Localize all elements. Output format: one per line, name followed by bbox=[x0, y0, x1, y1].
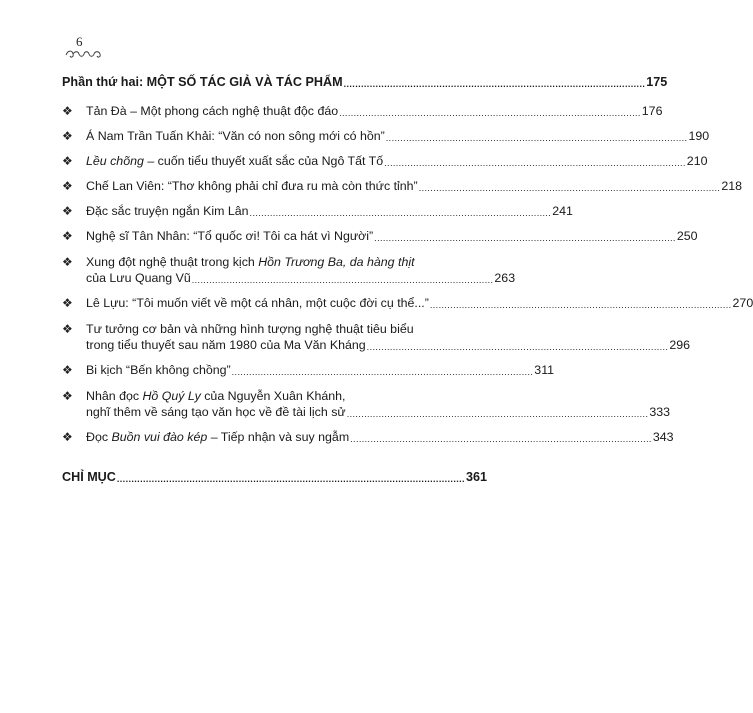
entry-title-line1 bbox=[86, 387, 345, 405]
entry-title-italic: Lều chõng bbox=[86, 154, 144, 168]
entry-title-plain: Xung đột nghệ thuật trong kịch bbox=[86, 255, 259, 269]
entry-first-line bbox=[62, 320, 484, 338]
bullet-icon: ❖ bbox=[62, 204, 73, 218]
entry-title: Á Nam Trần Tuấn Khải: “Văn có non sông mới có hồn” bbox=[86, 129, 385, 143]
entry-page: 263 bbox=[494, 271, 516, 285]
entry-title-rest: – Tiếp nhận và suy ngẫm bbox=[207, 430, 350, 444]
dot-leader: ........................................................................................................ bbox=[350, 434, 652, 444]
dot-leader: ........................................................................................................ bbox=[418, 183, 721, 193]
toc-entry-multiline[interactable] bbox=[62, 320, 691, 353]
dot-leader: ........................................................................................................ bbox=[346, 409, 649, 419]
page-number: 6 bbox=[76, 34, 83, 49]
toc-entry[interactable] bbox=[62, 363, 555, 378]
entry-title-rest: – cuốn tiểu thuyết xuất sắc của Ngô Tất Tố bbox=[143, 154, 384, 168]
bullet-icon: ❖ bbox=[62, 154, 73, 168]
dot-leader: ........................................................................................................................ bbox=[116, 474, 465, 484]
bullet-icon: ❖ bbox=[62, 430, 73, 444]
entry-second-line bbox=[62, 271, 516, 286]
toc-section-heading[interactable] bbox=[62, 75, 668, 90]
entry-title-italic: Buồn vui đào kép bbox=[111, 430, 208, 444]
entry-title-italic: Hồ Quý Ly bbox=[142, 389, 201, 403]
entry-title-line2: của Lưu Quang Vũ bbox=[86, 271, 191, 285]
dot-leader: ........................................................................................................ bbox=[366, 342, 669, 352]
entry-title: Bi kịch “Bến không chồng” bbox=[86, 363, 231, 377]
entry-first-line bbox=[62, 253, 484, 271]
dot-leader: ........................................................................................................ bbox=[429, 300, 732, 310]
toc-index-heading[interactable] bbox=[62, 470, 487, 485]
entry-title-line1 bbox=[86, 253, 415, 271]
index-title: CHỈ MỤC bbox=[62, 470, 116, 484]
entry-title: Chế Lan Viên: “Thơ không phải chỉ đưa ru mà còn thức tỉnh” bbox=[86, 179, 418, 193]
bullet-icon: ❖ bbox=[62, 389, 73, 403]
entry-page: 218 bbox=[721, 179, 743, 193]
entry-page: 270 bbox=[732, 296, 753, 310]
toc-entry[interactable] bbox=[62, 296, 753, 311]
dot-leader: ........................................................................................................ bbox=[249, 208, 552, 218]
bullet-icon: ❖ bbox=[62, 322, 73, 336]
section-page: 175 bbox=[646, 75, 668, 89]
entry-page: 190 bbox=[688, 129, 710, 143]
dot-leader: ........................................................................................................ bbox=[231, 367, 534, 377]
entry-page: 333 bbox=[649, 405, 671, 419]
toc-entry[interactable] bbox=[62, 129, 710, 144]
bullet-icon: ❖ bbox=[62, 104, 73, 118]
toc-entry[interactable] bbox=[62, 179, 743, 194]
entry-title-after: của Nguyễn Xuân Khánh, bbox=[200, 389, 346, 403]
dot-leader: ........................................................................................................ bbox=[339, 108, 641, 118]
index-page: 361 bbox=[465, 470, 487, 484]
entry-second-line bbox=[62, 405, 671, 420]
entry-title: Lê Lựu: “Tôi muốn viết về một cá nhân, một cuộc đời cụ thể...” bbox=[86, 296, 429, 310]
entry-title: Tản Đà – Một phong cách nghệ thuật độc đáo bbox=[86, 104, 339, 118]
table-of-contents bbox=[62, 70, 753, 485]
entry-second-line bbox=[62, 338, 691, 353]
entry-title: Nghệ sĩ Tân Nhân: “Tổ quốc ơi! Tôi ca hát vì Người” bbox=[86, 229, 374, 243]
dot-leader: ........................................................................................................ bbox=[343, 79, 646, 89]
bullet-icon: ❖ bbox=[62, 179, 73, 193]
section-title: Phần thứ hai: MỘT SỐ TÁC GIẢ VÀ TÁC PHẨM bbox=[62, 75, 343, 89]
entry-page: 250 bbox=[676, 229, 698, 243]
dot-leader: ........................................................................................................ bbox=[191, 275, 494, 285]
entry-title-italic: Hồn Trương Ba, da hàng thịt bbox=[258, 255, 415, 269]
entry-page: 296 bbox=[669, 338, 691, 352]
toc-entry[interactable] bbox=[62, 154, 708, 169]
entry-title-before: Đọc bbox=[86, 430, 112, 444]
entry-title: Đặc sắc truyện ngắn Kim Lân bbox=[86, 204, 249, 218]
toc-entry[interactable] bbox=[62, 204, 573, 219]
entry-title-line2: trong tiểu thuyết sau năm 1980 của Ma Văn Kháng bbox=[86, 338, 366, 352]
dot-leader: ........................................................................................................ bbox=[384, 158, 686, 168]
bullet-icon: ❖ bbox=[62, 296, 73, 310]
toc-entry[interactable] bbox=[62, 104, 663, 119]
dot-leader: ........................................................................................................ bbox=[385, 133, 688, 143]
entry-title-line2: nghĩ thêm về sáng tạo văn học về đề tài lịch sử bbox=[86, 405, 346, 419]
entry-title-plain: Nhân đọc bbox=[86, 389, 143, 403]
bullet-icon: ❖ bbox=[62, 363, 73, 377]
entry-page: 343 bbox=[652, 430, 674, 444]
dot-leader: ........................................................................................................ bbox=[374, 233, 676, 243]
toc-entry-multiline[interactable] bbox=[62, 387, 671, 420]
entry-page: 176 bbox=[641, 104, 663, 118]
decorative-scroll-ornament-icon bbox=[64, 47, 104, 65]
toc-entry-multiline[interactable] bbox=[62, 253, 516, 286]
bullet-icon: ❖ bbox=[62, 229, 73, 243]
bullet-icon: ❖ bbox=[62, 255, 73, 269]
entry-title bbox=[86, 430, 349, 445]
entry-title-line1: Tư tưởng cơ bản và những hình tượng nghệ thuật tiêu biểu bbox=[86, 322, 414, 336]
entry-page: 210 bbox=[686, 154, 708, 168]
toc-entry[interactable] bbox=[62, 229, 698, 244]
toc-entry[interactable] bbox=[62, 430, 674, 445]
bullet-icon: ❖ bbox=[62, 129, 73, 143]
entry-page: 241 bbox=[552, 204, 573, 218]
entry-page: 311 bbox=[534, 363, 555, 377]
entry-first-line bbox=[62, 387, 484, 405]
entry-title bbox=[86, 154, 383, 169]
